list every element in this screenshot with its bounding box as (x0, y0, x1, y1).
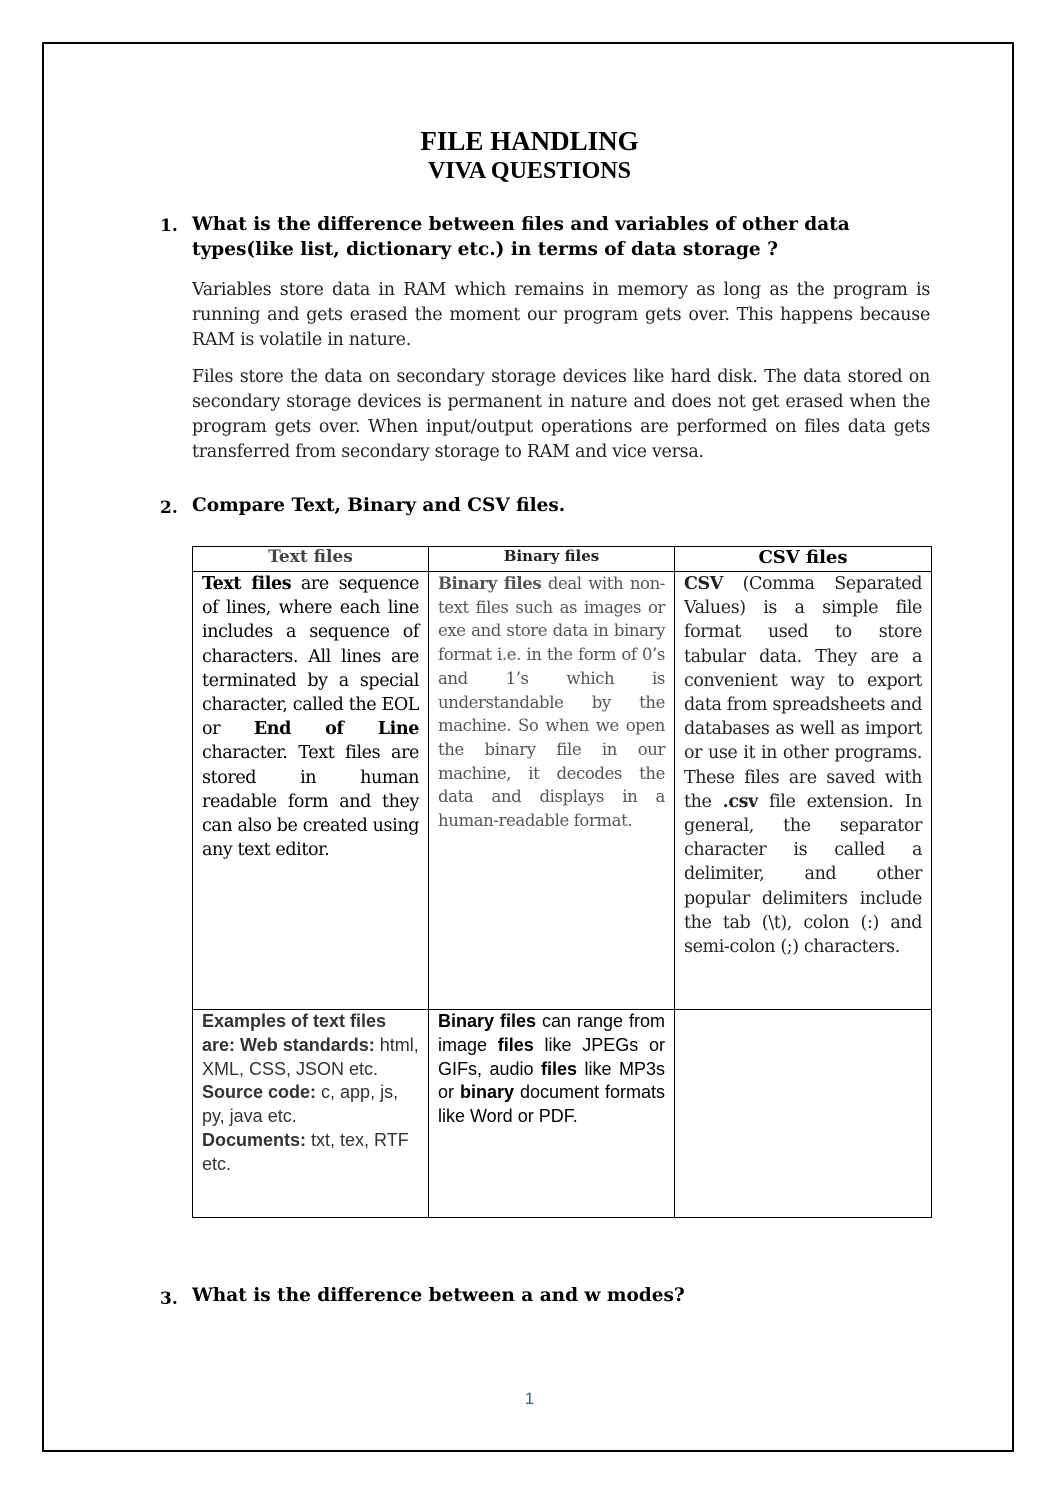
binary-examples-part-2: like JPEGs or GIFs, audio (438, 1034, 666, 1079)
table-row-description (193, 572, 932, 1010)
text-files-term: Text files (202, 574, 292, 594)
header-csv-files: CSV files (675, 547, 932, 572)
source-code-label: Source code: (202, 1082, 317, 1103)
question-2-number: 2. (160, 498, 178, 518)
document-title: FILE HANDLING (420, 126, 639, 156)
csv-term: CSV (684, 574, 723, 594)
text-files-description-cell (193, 572, 429, 1010)
binary-examples-part-4: document formats like Word or PDF. (438, 1082, 666, 1127)
csv-files-examples-cell (675, 1010, 932, 1218)
header-text-files: Text files (193, 547, 429, 572)
source-code-list: c, app, js, py, java etc. (202, 1082, 399, 1127)
table-row-examples (193, 1010, 932, 1218)
text-examples-label: Examples of text files are: Web standards: (202, 1011, 387, 1055)
document-subtitle: VIVA QUESTIONS (428, 158, 631, 184)
question-1-answer-para-2: Files store the data on secondary storage devices like hard disk. The data stored on secondary storage devices is permanent in nature and does not get erased when the program gets over. When input/output operations are performed on files data gets transferred from secondary storage to RAM and vice versa. (192, 367, 930, 462)
binary-files-examples-cell (429, 1010, 675, 1218)
binary-examples-term-4: binary (459, 1082, 515, 1103)
header-binary-files: Binary files (429, 547, 675, 572)
comparison-table (192, 546, 932, 1218)
text-files-examples-cell (193, 1010, 429, 1218)
binary-files-examples (438, 1010, 665, 1129)
question-1-answer-para-1: Variables store data in RAM which remains in memory as long as the program is running and gets erased the moment our program gets over. This happens because RAM is volatile in nature. (192, 280, 930, 350)
binary-files-description-cell (429, 572, 675, 1010)
question-1-text: What is the difference between files and variables of other data types(like list, dictionary etc.) in terms of data storage ? (192, 214, 850, 260)
documents-label: Documents: (202, 1129, 307, 1150)
binary-files-desc-part-1: deal with non-text files such as images or exe and store data in binary format i.e. in the form of 0’s and 1’s which is understandable by the machine. So when we open the binary file in our machine, it decodes the data and displays in a human-readable format. (438, 574, 665, 831)
question-1-number: 1. (160, 216, 178, 236)
csv-files-description-cell (675, 572, 932, 1010)
binary-examples-part-3: like MP3s or (438, 1058, 665, 1103)
text-files-desc-part-1: are sequence of lines, where each line includes a sequence of characters. All lines are terminated by a special character, called the EOL or (202, 574, 419, 740)
csv-extension-term: .csv (722, 791, 758, 812)
question-3-text: What is the difference between a and w modes? (192, 1285, 685, 1306)
binary-examples-term-3: files (541, 1058, 578, 1079)
table-header-row (193, 547, 932, 572)
text-files-description (202, 572, 419, 862)
binary-examples-part-1: can range from image (438, 1011, 665, 1055)
question-2-text: Compare Text, Binary and CSV files. (192, 495, 566, 516)
csv-desc-part-2: file extension. In general, the separator character is called a delimiter, and other popular delimiters include the tab (\t), colon (:) and semi-colon (;) characters. (684, 791, 922, 958)
text-files-examples (202, 1010, 419, 1177)
binary-examples-term-2: files (497, 1034, 534, 1055)
documents-list: txt, tex, RTF etc. (202, 1129, 409, 1174)
page-number: 1 (524, 1389, 535, 1408)
binary-examples-term: Binary files (438, 1011, 537, 1031)
web-standards-list: html, XML, CSS, JSON etc. (202, 1034, 419, 1079)
text-files-desc-part-2: character. Text files are stored in human readable form and they can also be created using any text editor. (202, 743, 419, 861)
binary-files-description (438, 572, 665, 833)
eol-term: End of Line (253, 719, 419, 740)
csv-files-description (684, 572, 922, 959)
csv-desc-part-1: (Comma Separated Values) is a simple file format used to store tabular data. They are a convenient way to export data from spreadsheets and databases as well as import or use it in other programs. These files are saved with the (684, 574, 922, 812)
binary-files-term: Binary files (438, 574, 542, 593)
question-3-number: 3. (160, 1289, 178, 1309)
